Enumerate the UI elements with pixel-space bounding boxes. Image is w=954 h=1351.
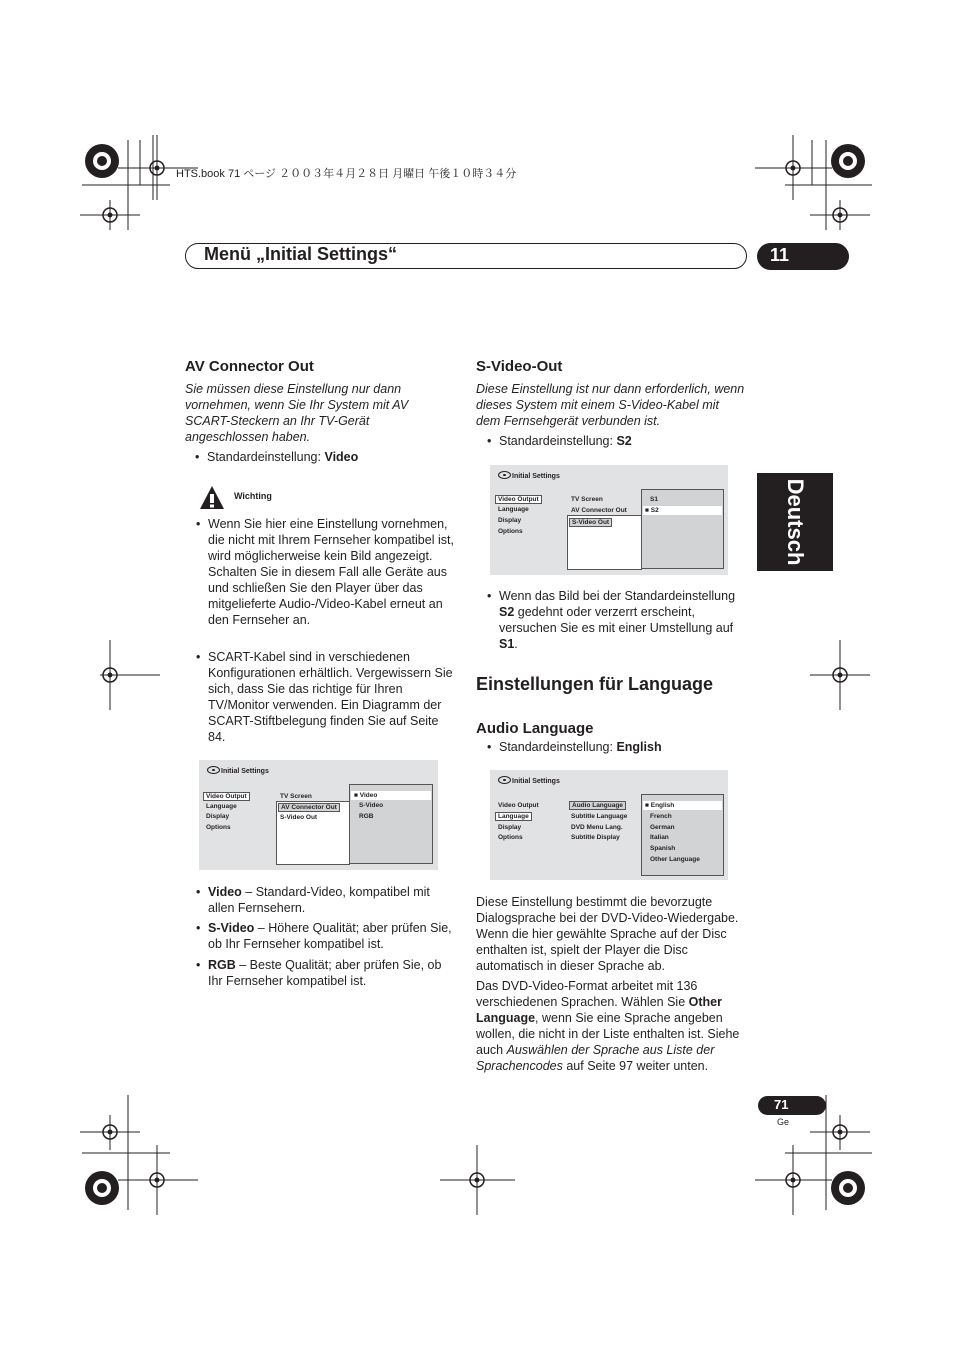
s-video-intro: Diese Einstellung ist nur dann erforderlich, wenn dieses System mit einem S-Video-Kabel mit dem Fernsehgerät verbunden ist.	[476, 382, 745, 428]
menu-language[interactable]: Language	[495, 812, 532, 821]
cross-reference: Auswählen der Sprache aus Liste der Sprachencodes	[476, 1043, 715, 1073]
s-video-out-heading: S-Video-Out	[476, 358, 563, 375]
option-french[interactable]: French	[650, 813, 672, 820]
option-other-language[interactable]: Other Language	[650, 856, 700, 863]
menu-options[interactable]: Options	[498, 834, 523, 841]
audio-default-bullet: • Standardeinstellung: English	[487, 740, 662, 754]
default-label: Standardeinstellung:	[207, 450, 325, 464]
page-number: 71	[774, 1097, 789, 1112]
option-s2[interactable]: ■ S2	[645, 507, 659, 514]
option-spanish[interactable]: Spanish	[650, 845, 676, 852]
option-english[interactable]: ■ English	[645, 802, 675, 809]
submenu-audio-language[interactable]: Audio Language	[569, 801, 626, 810]
audio-language-heading: Audio Language	[476, 720, 594, 737]
chapter-title: Menü „Initial Settings“	[204, 244, 398, 264]
screen-title: Initial Settings	[512, 778, 560, 785]
option-s1[interactable]: S1	[650, 496, 658, 503]
option-s-video[interactable]: S-Video	[359, 802, 384, 809]
audio-language-paragraph-2: Das DVD-Video-Format arbeitet mit 136 verschiedenen Sprachen. Wählen Sie Other Language, wenn Sie eine Sprache angeben wollen, die nicht in der Liste enthalten ist. Siehe auch Auswählen der Sprache aus Liste der Sprachencodes auf Seite 97 weiter unten.	[476, 979, 740, 1073]
menu-video-output[interactable]: Video Output	[203, 792, 250, 801]
default-value: Video	[324, 450, 359, 464]
print-header: HTS.book 71 ページ ２００３年４月２８日 月曜日 午後１０時３４分	[176, 168, 517, 180]
menu-display[interactable]: Display	[206, 813, 230, 820]
audio-language-paragraph-1: Diese Einstellung bestimmt die bevorzugte Dialogsprache bei der DVD-Video-Wiedergabe. Wenn die hier gewählte Sprache auf der Disc enthalten ist, spielt der Player die Disc automatisch in dieser Sprache ab.	[476, 895, 739, 973]
warning-hand-icon	[199, 485, 225, 511]
chapter-number: 11	[770, 245, 790, 265]
warning-bullet-1: • Wenn Sie hier eine Einstellung vornehmen, die nicht mit Ihrem Fernseher kompatibel ist, wird möglicherweise kein Bild angezeigt. Schalten Sie in diesem Fall alle Geräte aus und schließen Sie den Player über das mitgelieferte Audio-/Video-Kabel erneut an den Fernseher an.	[196, 517, 454, 627]
menu-language[interactable]: Language	[498, 506, 529, 513]
option-rgb[interactable]: RGB	[359, 813, 374, 820]
disc-icon	[498, 470, 511, 480]
audio-language-screen	[490, 770, 728, 880]
disc-icon	[207, 765, 220, 775]
option-bullet-video: • Video – Standard-Video, kompatibel mit allen Fernsehern.	[196, 885, 430, 915]
side-tab-label: Deutsch	[783, 478, 808, 566]
language-code: Ge	[777, 1117, 790, 1127]
option-italian[interactable]: Italian	[650, 834, 669, 841]
warning-label: Wichting	[234, 491, 272, 501]
av-connector-screen	[199, 760, 438, 870]
menu-display[interactable]: Display	[498, 517, 522, 524]
av-connector-heading: AV Connector Out	[185, 358, 314, 375]
screen-title: Initial Settings	[221, 768, 269, 775]
menu-video-output[interactable]: Video Output	[498, 802, 539, 809]
s-video-screen	[490, 465, 728, 575]
submenu-s-video-out[interactable]: S-Video Out	[280, 814, 318, 821]
option-german[interactable]: German	[650, 824, 675, 831]
menu-options[interactable]: Options	[498, 528, 523, 535]
language-settings-heading: Einstellungen für Language	[476, 674, 714, 694]
screen-title: Initial Settings	[512, 473, 560, 480]
submenu-tv-screen[interactable]: TV Screen	[571, 496, 603, 503]
submenu-subtitle-language[interactable]: Subtitle Language	[571, 813, 628, 820]
menu-language[interactable]: Language	[206, 803, 237, 810]
warning-bullet-2: • SCART-Kabel sind in verschiedenen Konfigurationen erhältlich. Vergewissern Sie sich, dass Sie das richtige für Ihren TV/Monitor verwenden. Ein Diagramm der SCART-Stiftbelegung finden Sie auf Seite 84.	[196, 650, 453, 744]
submenu-av-connector-out[interactable]: AV Connector Out	[278, 803, 340, 812]
option-video[interactable]: ■ Video	[354, 792, 378, 799]
av-default-bullet: • Standardeinstellung: Video	[195, 450, 359, 464]
menu-video-output[interactable]: Video Output	[495, 495, 542, 504]
submenu-tv-screen[interactable]: TV Screen	[280, 793, 312, 800]
menu-display[interactable]: Display	[498, 824, 522, 831]
s-video-default-bullet: • Standardeinstellung: S2	[487, 434, 632, 448]
submenu-s-video-out[interactable]: S-Video Out	[569, 518, 612, 527]
submenu-av-connector-out[interactable]: AV Connector Out	[571, 507, 627, 514]
option-bullet-svideo: • S-Video – Höhere Qualität; aber prüfen Sie, ob Ihr Fernseher kompatibel ist.	[196, 921, 452, 951]
page-number-badge	[758, 1096, 826, 1115]
menu-options[interactable]: Options	[206, 824, 231, 831]
language-side-tab	[757, 473, 833, 571]
submenu-subtitle-display[interactable]: Subtitle Display	[571, 834, 620, 841]
s-video-note-bullet: • Wenn das Bild bei der Standardeinstellung S2 gedehnt oder verzerrt erscheint, versuchen Sie es mit einer Umstellung auf S1.	[487, 589, 736, 651]
disc-icon	[498, 775, 511, 785]
submenu-dvd-menu-lang[interactable]: DVD Menu Lang.	[571, 824, 623, 831]
option-bullet-rgb: • RGB – Beste Qualität; aber prüfen Sie, ob Ihr Fernseher kompatibel ist.	[196, 958, 442, 988]
av-connector-intro: Sie müssen diese Einstellung nur dann vornehmen, wenn Sie Ihr System mit AV SCART-Steckern an Ihr TV-Gerät angeschlossen haben.	[185, 382, 409, 444]
